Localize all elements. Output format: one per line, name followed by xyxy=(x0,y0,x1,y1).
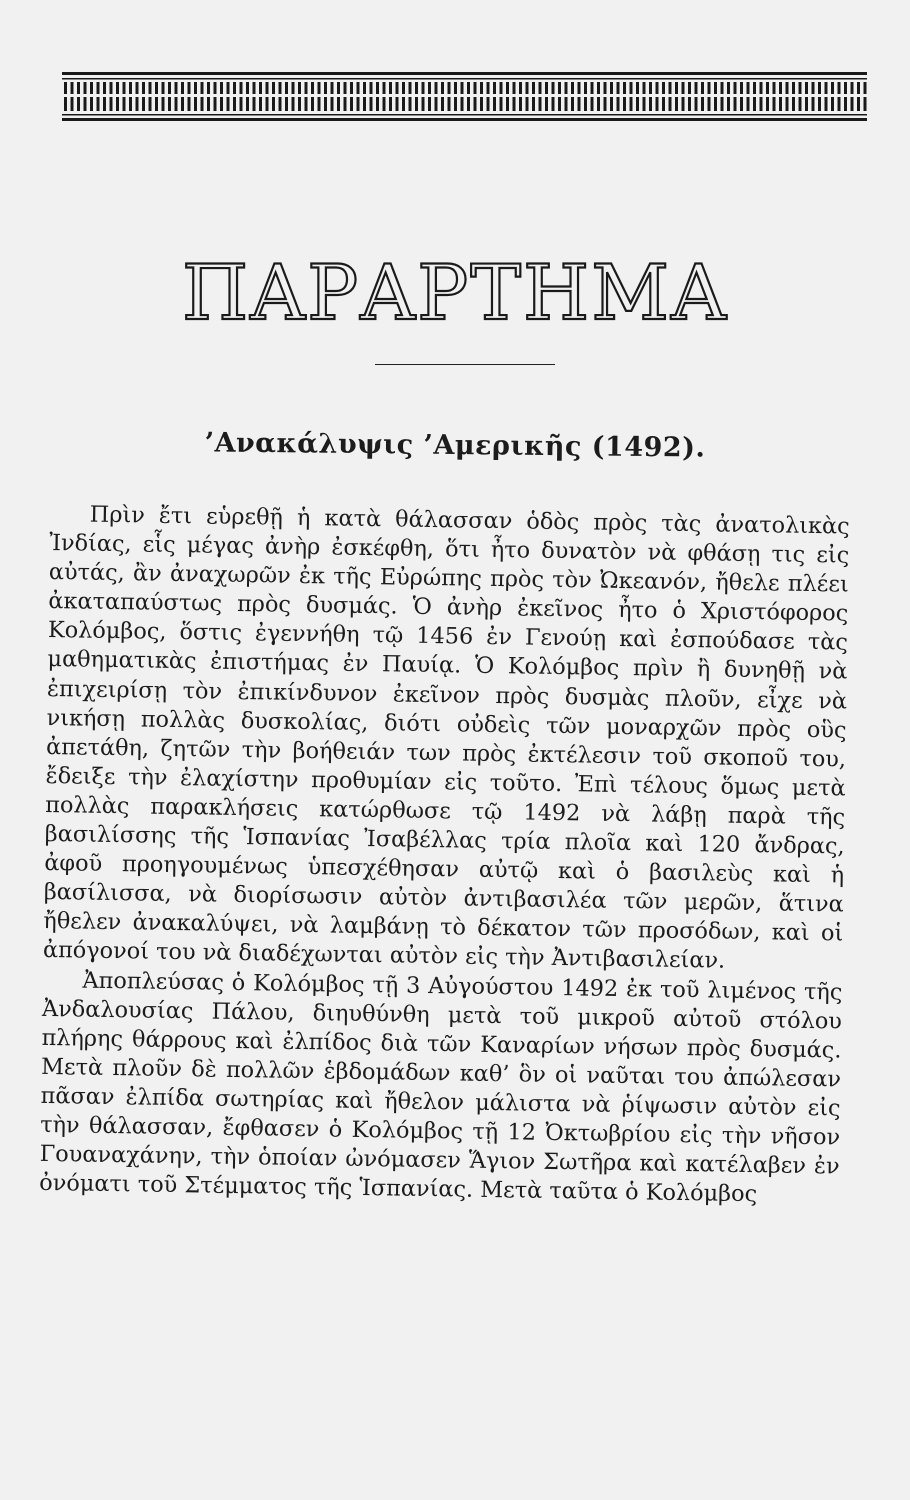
body-text xyxy=(39,500,850,1211)
title-divider xyxy=(375,364,555,365)
section-heading: ’Ανακάλυψις ’Αμερικῆς (1492). xyxy=(204,427,706,464)
ornament-graphic xyxy=(62,70,867,122)
paragraph-2: Ἀποπλεύσας ὁ Κολόμβος τῇ 3 Αὐγούστου 1492 ἐκ τοῦ λιμένος τῆς Ἀνδαλουσίας Πάλου, διηυθύνθη μετὰ τοῦ μικροῦ αὐτοῦ στόλου πλήρης θάρρους καὶ ἐλπίδος διὰ τῶν Καναρίων νήσων πρὸς δυσμάς. Μετὰ πλοῦν δὲ πολλῶν ἑβδομάδων καθ’ ὃν οἱ ναῦται του ἀπώλεσαν πᾶσαν ἐλπίδα σωτηρίας καὶ ἤθελον μάλιστα νὰ ῥίψωσιν αὐτὸν εἰς τὴν θάλασσαν, ἔφθασεν ὁ Κολόμβος τῇ 12 Ὀκτωβρίου εἰς τὴν νῆσον Γουαναχάνην, τὴν ὁποίαν ὠνόμασεν Ἅγιον Σωτῆρα καὶ κατέλαβεν ἐν ὀνόματι τοῦ Στέμματος τῆς Ἱσπανίας. Μετὰ ταῦτα ὁ Κολόμβος xyxy=(39,967,843,1208)
paragraph-1: Πρὶν ἔτι εὑρεθῇ ἡ κατὰ θάλασσαν ὁδὸς πρὸς τὰς ἀνατολικὰς Ἰνδίας, εἷς μέγας ἀνὴρ ἐσκέφθη, ὅτι ἦτο δυνατὸν νὰ φθάσῃ τις εἰς αὐτάς, ἂν ἀναχωρῶν ἐκ τῆς Εὐρώπης πρὸς τὸν Ὠκεανόν, ἤθελε πλέει ἀκαταπαύστως πρὸς δυσμάς. Ὁ ἀνὴρ ἐκεῖνος ἦτο ὁ Χριστόφορος Κολόμβος, ὅστις ἐγεννήθη τῷ 1456 ἐν Γενούῃ καὶ ἐσπούδασε τὰς μαθηματικὰς ἐπιστήμας ἐν Παυίᾳ. Ὁ Κολόμβος πρὶν ἢ δυνηθῇ νὰ ἐπιχειρίσῃ τὸν ἐπικίνδυνον ἐκεῖνον πρὸς δυσμὰς πλοῦν, εἶχε νὰ νικήσῃ πολλὰς δυσκολίας, διότι οὐδεὶς τῶν μοναρχῶν πρὸς οὓς ἀπετάθη, ζητῶν τὴν βοήθειάν των πρὸς ἐκτέλεσιν τοῦ σκοποῦ του, ἔδειξε τὴν ἐλαχίστην προθυμίαν εἰς τοῦτο. Ἐπὶ τέλους ὅμως μετὰ πολλὰς παρακλήσεις κατώρθωσε τῷ 1492 νὰ λάβῃ παρὰ τῆς βασιλίσσης τῆς Ἱσπανίας Ἰσαβέλλας τρία πλοῖα καὶ 120 ἄνδρας, ἀφοῦ προηγουμένως ὑπεσχέθησαν αὐτῷ καὶ ὁ βασιλεὺς καὶ ἡ βασίλισσα, νὰ διορίσωσιν αὐτὸν ἀντιβασιλέα τῶν μερῶν, ἅτινα ἤθελεν ἀνακαλύψει, νὰ λαμβάνῃ τὸ δέκατον τῶν προσόδων, καὶ οἱ ἀπόγονοί του νὰ διαδέχωνται αὐτὸν εἰς τὴν Ἀντιβασιλείαν. xyxy=(42,501,850,975)
page-title: ΠΑΡΑΡΤΗΜΑ xyxy=(182,248,728,337)
decorative-header-border xyxy=(62,70,867,122)
